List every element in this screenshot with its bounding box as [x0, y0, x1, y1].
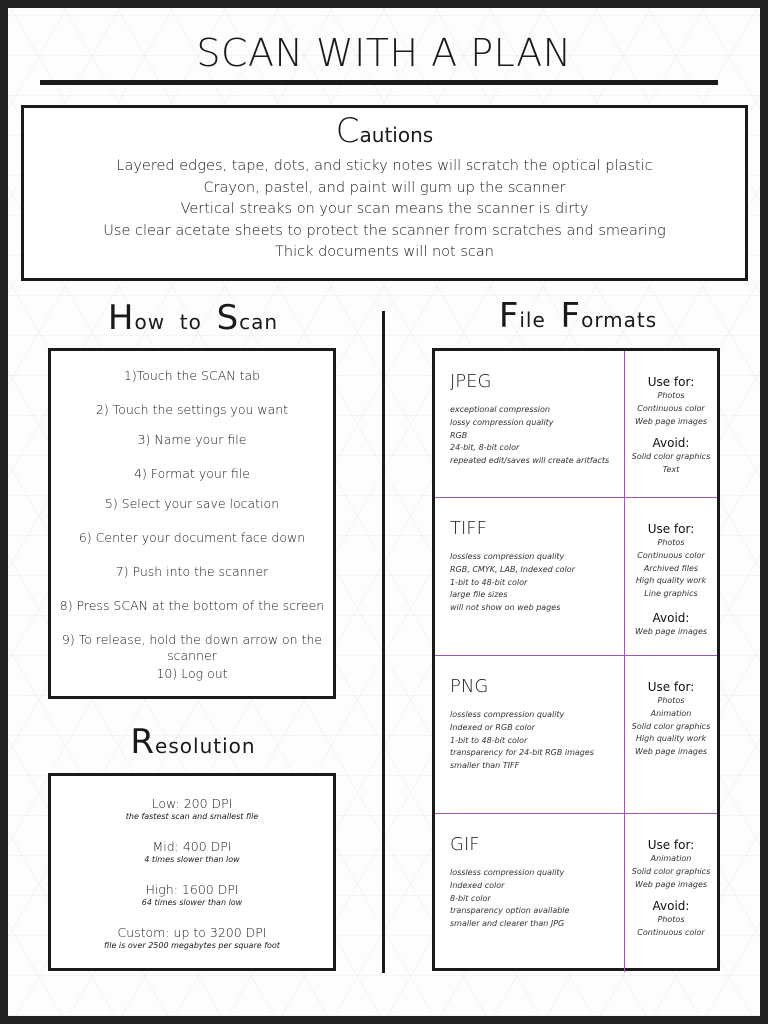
caution-item: Thick documents will not scan [275, 244, 494, 260]
format-details [435, 814, 625, 972]
format-property: 1-bit to 48-bit color [450, 577, 528, 587]
format-property: RGB, CMYK, LAB, Indexed color [450, 564, 575, 574]
use-for-list [625, 537, 717, 601]
how-to-heading-rest-1: ow to [134, 310, 217, 334]
format-row-jpeg [435, 351, 717, 509]
cautions-list [24, 156, 745, 264]
formats-heading-rest-1: ile [519, 308, 561, 332]
resolution-item [51, 796, 333, 822]
avoid-item: Text [662, 465, 680, 475]
format-property: repeated edit/saves will create aritfacts [450, 456, 610, 466]
use-for-item: Line graphics [644, 589, 698, 599]
format-property: transparency for 24-bit RGB images [450, 748, 594, 758]
scan-step: 6) Center your document face down [78, 530, 306, 545]
scan-step: 4) Format your file [134, 466, 250, 481]
caution-item: Layered edges, tape, dots, and sticky notes will scratch the optical plastic [116, 158, 653, 174]
resolution-note: 4 times slower than low [144, 855, 240, 864]
cautions-heading-initial: C [335, 111, 360, 151]
format-properties [450, 404, 609, 468]
use-for-list [625, 853, 717, 891]
avoid-item: Continuous color [637, 928, 705, 938]
resolution-note: 64 times slower than low [141, 898, 243, 907]
format-usage [625, 814, 717, 940]
format-property: 8-bit color [450, 893, 491, 903]
format-property: lossless compression quality [450, 868, 565, 877]
format-properties [450, 551, 575, 615]
avoid-list [625, 451, 717, 477]
format-property: RGB [450, 430, 468, 440]
use-for-item: Photos [657, 696, 685, 705]
resolution-heading-rest: esolution [155, 734, 256, 758]
scan-step: 7) Push into the scanner [115, 564, 269, 579]
scan-step: 1)Touch the SCAN tab [123, 368, 261, 383]
formats-heading-initial-2: F [560, 296, 582, 336]
use-for-item: Archived files [643, 563, 699, 573]
cautions-box [21, 105, 748, 281]
formats-heading-rest-2: ormats [581, 308, 658, 332]
file-formats-table [432, 348, 720, 971]
use-for-list [625, 695, 717, 759]
formats-heading-initial-1: F [498, 296, 520, 336]
use-for-item: Animation [650, 854, 692, 863]
resolution-heading-initial: R [130, 722, 156, 762]
format-name: TIFF [450, 518, 488, 539]
resolution-item [51, 925, 333, 951]
use-for-item: Web page images [634, 879, 708, 889]
resolution-item [51, 882, 333, 908]
format-property: lossless compression quality [450, 552, 565, 561]
format-name: PNG [450, 676, 489, 697]
scan-step: 5) Select your save location [104, 496, 280, 511]
use-for-item: Continuous color [637, 550, 705, 560]
caution-item: Vertical streaks on your scan means the scanner is dirty [180, 201, 589, 217]
resolution-label: Low: 200 DPI [151, 796, 233, 811]
format-property: Indexed color [450, 880, 505, 890]
format-properties [450, 867, 569, 931]
use-for-item: Web page images [634, 416, 708, 426]
avoid-list [625, 626, 717, 639]
avoid-item: Web page images [634, 626, 708, 636]
format-details [435, 498, 625, 656]
how-to-scan-heading [48, 300, 338, 340]
resolution-heading [48, 724, 338, 764]
format-property: exceptional compression [450, 405, 550, 414]
use-for-item: Animation [650, 708, 692, 718]
scan-step: 9) To release, hold the down arrow on the scanner [61, 632, 323, 663]
format-usage [625, 351, 717, 477]
format-property: 1-bit to 48-bit color [450, 735, 528, 745]
use-for-item: Solid color graphics [631, 866, 711, 876]
scan-step: 8) Press SCAN at the bottom of the screen [59, 598, 325, 613]
format-property: lossy compression quality [450, 417, 554, 427]
use-for-item: Photos [657, 391, 685, 400]
how-to-heading-initial-2: S [216, 298, 240, 338]
format-usage [625, 498, 717, 639]
scan-step: 3) Name your file [137, 432, 247, 447]
resolution-note: the fastest scan and smallest file [125, 812, 259, 821]
column-divider [382, 311, 385, 973]
file-formats-heading [433, 298, 723, 338]
resolution-label: Custom: up to 3200 DPI [117, 925, 267, 940]
avoid-heading: Avoid: [652, 436, 690, 451]
scan-step: 2) Touch the settings you want [95, 402, 289, 417]
format-property: large file sizes [450, 590, 508, 600]
cautions-heading-rest: autions [359, 123, 434, 147]
avoid-item: Solid color graphics [631, 452, 711, 462]
use-for-item: Continuous color [637, 403, 705, 413]
cautions-heading [24, 111, 745, 152]
format-name: GIF [450, 834, 480, 855]
format-row-png [435, 655, 717, 814]
format-property: will not show on web pages [450, 603, 561, 613]
format-row-tiff [435, 497, 717, 656]
use-for-heading: Use for: [647, 680, 695, 694]
avoid-heading: Avoid: [652, 899, 690, 914]
resolution-label: High: 1600 DPI [145, 882, 239, 897]
format-usage [625, 656, 717, 759]
format-property: 24-bit, 8-bit color [450, 443, 520, 453]
title-rule [40, 80, 718, 85]
use-for-list [625, 390, 717, 428]
resolution-note: file is over 2500 megabytes per square foot [104, 941, 280, 950]
how-to-heading-initial-1: H [107, 298, 135, 338]
caution-item: Use clear acetate sheets to protect the scanner from scratches and smearing [103, 222, 666, 239]
use-for-item: Web page images [634, 747, 708, 757]
scan-step: 10) Log out [156, 666, 228, 681]
format-property: Indexed or RGB color [450, 722, 535, 732]
avoid-item: Photos [657, 915, 685, 925]
caution-item: Crayon, pastel, and paint will gum up the scanner [203, 179, 566, 196]
format-property: lossless compression quality [450, 710, 565, 719]
use-for-item: High quality work [635, 576, 707, 586]
how-to-heading-rest-2: can [239, 310, 279, 334]
use-for-heading: Use for: [647, 838, 695, 852]
use-for-heading: Use for: [647, 375, 695, 389]
resolution-label: Mid: 400 DPI [152, 839, 232, 854]
use-for-heading: Use for: [647, 522, 695, 536]
poster-title: SCAN WITH A PLAN [196, 31, 572, 75]
use-for-item: Photos [657, 538, 685, 547]
avoid-heading: Avoid: [652, 610, 690, 625]
format-name: JPEG [450, 371, 492, 392]
scan-steps-box [48, 348, 336, 699]
use-for-item: Solid color graphics [631, 721, 711, 731]
format-property: transparency option available [450, 906, 570, 916]
resolution-item [51, 839, 333, 865]
format-details [435, 656, 625, 814]
avoid-list [625, 914, 717, 940]
format-row-gif [435, 813, 717, 972]
resolution-box [48, 773, 336, 971]
format-property: smaller and clearer than JPG [450, 919, 565, 929]
format-details [435, 351, 625, 509]
use-for-item: High quality work [635, 734, 707, 744]
format-property: smaller than TIFF [450, 761, 520, 771]
format-properties [450, 709, 594, 773]
